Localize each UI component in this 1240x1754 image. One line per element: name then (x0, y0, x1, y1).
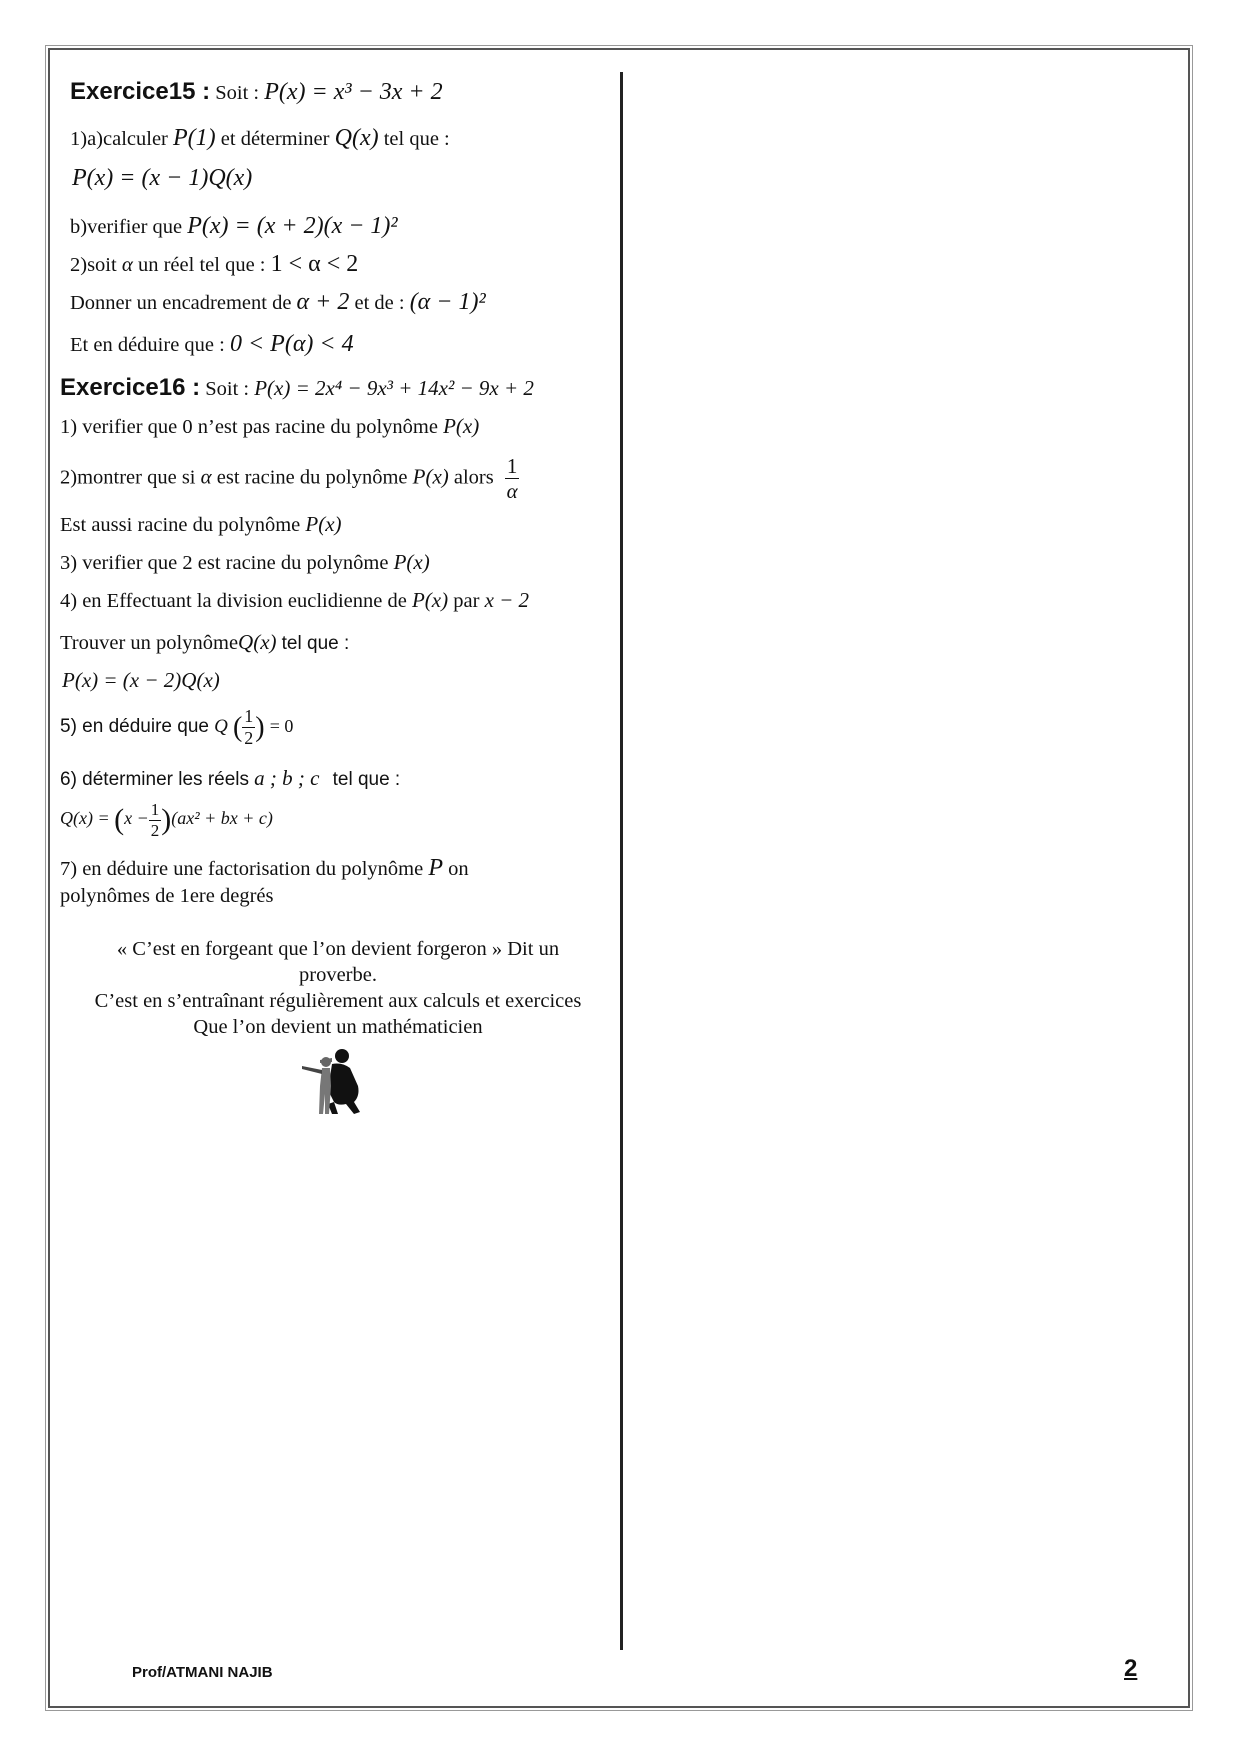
ex16-poly: P(x) = 2x⁴ − 9x³ + 14x² − 9x + 2 (254, 376, 534, 400)
ex16-q4-line2-b: tel que : (281, 633, 350, 654)
ex16-q4-par: par (453, 590, 480, 612)
ex15-q2c (70, 332, 354, 356)
ex16-q3-p: P(x) (393, 550, 430, 574)
ex15-q1a-end: tel que : (383, 128, 450, 150)
ex16-q4 (60, 590, 529, 612)
ex16-q2 (60, 454, 519, 503)
ex16-q7-a: 7) en déduire une factorisation du polynôme (60, 858, 424, 880)
ex15-q1b-eq: P(x) = (x + 2)(x − 1)² (187, 213, 398, 239)
ex16-q4-p: P(x) (411, 588, 449, 612)
ex16-q5-num: 1 (244, 706, 254, 726)
ex16-q2-c: alors (453, 466, 494, 489)
column-divider (620, 72, 623, 1650)
father-child-silhouette-icon (298, 1046, 370, 1116)
ex16-q2-frac-num: 1 (506, 454, 518, 478)
ex16-q4-line2-q: Q(x) (238, 630, 277, 654)
ex15-q2-ineq: 1 < α < 2 (270, 251, 359, 277)
ex16-q2-b: est racine du polynôme (216, 466, 408, 489)
quote-line-4: Que l’on devient un mathématicien (193, 1016, 483, 1038)
ex15-q1a-equation (72, 166, 252, 190)
ex15-q2b (70, 290, 486, 314)
proverb-quote (58, 936, 618, 1040)
ex16-q6-eq-right: (ax² + bx + c) (171, 808, 273, 829)
ex15-q1a (70, 126, 450, 150)
ex16-q6-b: tel que : (332, 769, 401, 790)
ex15-q2b-expr1: α + 2 (296, 289, 350, 315)
ex16-q2-frac-den: α (506, 479, 518, 504)
quote-line-1: « C’est en forgeant que l’on devient forgeron » Dit un (116, 938, 560, 960)
ex16-q4-equation (62, 670, 220, 692)
ex16-intro: Soit : (205, 378, 250, 400)
ex16-q2-a: 2)montrer que si (60, 466, 196, 489)
quote-line-2: proverbe. (299, 964, 377, 986)
ex15-q2c-ineq: 0 < P(α) < 4 (229, 331, 354, 357)
ex16-q6-vars: a ; b ; c (254, 766, 320, 790)
ex16-q6-fraction (149, 800, 162, 840)
ex15-header (70, 80, 443, 104)
ex16-q7-line2 (60, 886, 273, 907)
ex16-q3 (60, 552, 430, 574)
ex16-q7-p: P (428, 855, 443, 881)
ex16-title: Exercice16 : (60, 374, 201, 401)
ex15-poly: P(x) = x³ − 3x + 2 (264, 79, 443, 105)
ex16-q6-den: 2 (150, 820, 160, 840)
ex15-q2-alpha: α (121, 252, 133, 276)
ex15-q2 (70, 252, 358, 276)
ex16-q7-b: on (448, 858, 469, 880)
page-number: 2 (1124, 1655, 1138, 1682)
ex16-header (60, 376, 534, 400)
ex15-q2-mid: un réel tel que : (137, 254, 266, 276)
ex15-title: Exercice15 : (70, 78, 211, 105)
ex16-q1-text: 1) verifier que 0 n’est pas racine du polynôme (60, 416, 438, 438)
ex16-q5-q: Q (214, 715, 228, 737)
ex16-q3-text: 3) verifier que 2 est racine du polynôme (60, 552, 389, 574)
ex15-intro: Soit : (215, 82, 260, 104)
ex15-q1a-eq: P(x) = (x − 1)Q(x) (72, 165, 253, 191)
ex16-q5-fraction (242, 706, 255, 748)
ex16-q6-a: 6) déterminer les réels (60, 769, 250, 790)
ex15-q2b-expr2: (α − 1)² (409, 289, 486, 315)
ex16-q2-line2-text: Est aussi racine du polynôme (60, 514, 301, 536)
ex16-q6 (60, 768, 400, 790)
ex16-q6-x: x − (124, 808, 149, 829)
ex16-q4-line2 (60, 632, 349, 654)
ex16-q6-eq-left: Q(x) = (60, 808, 110, 829)
ex15-q2b-mid: et de : (354, 292, 405, 314)
ex16-q5-paren-open: ( (232, 711, 243, 743)
ex15-q2-text: 2)soit (70, 254, 117, 276)
ex16-q2-line2 (60, 514, 342, 536)
ex16-q6-equation (60, 800, 273, 840)
ex16-q2-alpha: α (200, 464, 212, 489)
ex16-q6-num: 1 (150, 800, 160, 819)
ex15-q1a-text: 1)a)calculer (70, 128, 168, 150)
ex16-q5 (60, 706, 293, 748)
ex15-q1a-q: Q(x) (334, 125, 379, 151)
ex16-q4-div: x − 2 (484, 588, 530, 612)
ex16-q4-eq: P(x) = (x − 2)Q(x) (62, 668, 220, 692)
quote-line-3: C’est en s’entraînant régulièrement aux calculs et exercices (94, 990, 582, 1012)
ex15-q1b (70, 214, 398, 238)
ex15-q1a-mid: et déterminer (220, 128, 330, 150)
ex16-q1-p: P(x) (443, 414, 480, 438)
ex16-q7-line2-text: polynômes de 1ere degrés (60, 885, 274, 907)
ex16-q5-paren-close: ) (255, 711, 265, 743)
ex15-q1b-text: b)verifier que (70, 216, 183, 238)
ex16-q5-text: 5) en déduire que (60, 715, 209, 737)
ex16-q1 (60, 416, 479, 438)
ex16-q2-p: P(x) (412, 464, 449, 489)
footer-author: Prof/ATMANI NAJIB (132, 1664, 273, 1681)
ex16-q5-den: 2 (244, 727, 254, 748)
ex16-q2-fraction (505, 454, 520, 503)
ex16-q2-line2-p: P(x) (305, 512, 342, 536)
ex16-q6-paren-open: ( (114, 803, 125, 837)
ex15-q2b-text: Donner un encadrement de (70, 292, 292, 314)
ex16-q7 (60, 856, 469, 880)
ex15-q2c-text: Et en déduire que : (70, 334, 225, 356)
ex16-q4-line2-a: Trouver un polynôme (60, 632, 239, 654)
ex16-q6-paren-close: ) (161, 803, 172, 837)
ex16-q5-eq: = 0 (269, 715, 294, 736)
ex16-q4-text: 4) en Effectuant la division euclidienne de (60, 590, 407, 612)
ex15-q1a-p1: P(1) (173, 125, 216, 151)
